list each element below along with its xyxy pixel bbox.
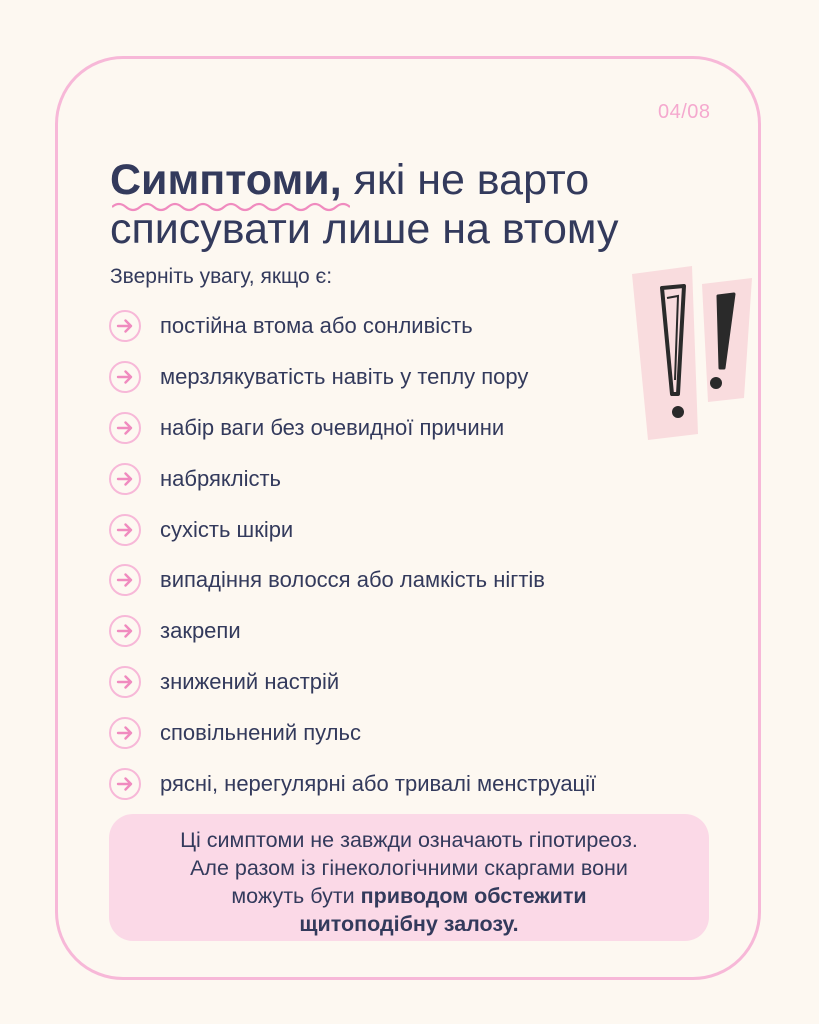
list-item: [108, 657, 596, 708]
list-item-text: набір ваги без очевидної причини: [160, 414, 505, 440]
list-item-text: закрепи: [160, 618, 241, 644]
list-item-text: знижений настрій: [160, 668, 340, 694]
list-item: [108, 453, 596, 504]
arrow-right-circle-icon: [108, 360, 142, 394]
title-bold-word: Симптоми,: [110, 156, 342, 204]
note-emphasis: приводом обстежити: [360, 884, 587, 908]
subtitle: Зверніть увагу, якщо є:: [110, 265, 333, 288]
arrow-right-circle-icon: [108, 462, 142, 496]
list-item: [108, 352, 596, 403]
title-highlight: [110, 156, 342, 205]
arrow-right-circle-icon: [108, 309, 142, 343]
arrow-right-circle-icon: [108, 665, 142, 699]
list-item-text: рясні, нерегулярні або тривалі менструації: [160, 770, 597, 796]
list-item: [108, 555, 596, 606]
list-item-text: сповільнений пульс: [160, 719, 361, 745]
arrow-right-circle-icon: [108, 411, 142, 445]
note-emphasis-end: щитоподібну залозу.: [299, 912, 519, 936]
list-item-text: сухість шкіри: [160, 516, 294, 542]
list-item: [108, 301, 596, 352]
note-line1: Ці симптоми не завжди означають гіпотиреоз.: [180, 828, 638, 852]
info-note: [109, 814, 709, 941]
title-rest-line1: які не варто: [341, 156, 590, 204]
list-item-text: випадіння волосся або ламкість нігтів: [160, 567, 545, 593]
list-item: [108, 504, 596, 555]
page-counter: 04/08: [658, 101, 711, 123]
arrow-right-circle-icon: [108, 767, 142, 801]
arrow-right-circle-icon: [108, 513, 142, 547]
page-title: [110, 156, 618, 254]
list-item-text: мерзлякуватість навіть у теплу пору: [160, 364, 529, 390]
note-line3: можуть бути: [231, 884, 361, 908]
list-item-text: набряклість: [160, 465, 282, 491]
list-item: [108, 707, 596, 758]
note-line2: Але разом із гінекологічними скаргами вони: [190, 856, 628, 880]
wavy-underline-icon: [112, 201, 350, 213]
list-item: [108, 758, 596, 809]
exclamation-marks-icon: [626, 262, 756, 442]
title-line2: списувати лише на втому: [110, 205, 619, 253]
arrow-right-circle-icon: [108, 563, 142, 597]
arrow-right-circle-icon: [108, 614, 142, 648]
list-item: [108, 403, 596, 454]
list-item-text: постійна втома або сонливість: [160, 313, 473, 339]
list-item: [108, 606, 596, 657]
arrow-right-circle-icon: [108, 716, 142, 750]
symptom-list: [108, 301, 596, 809]
